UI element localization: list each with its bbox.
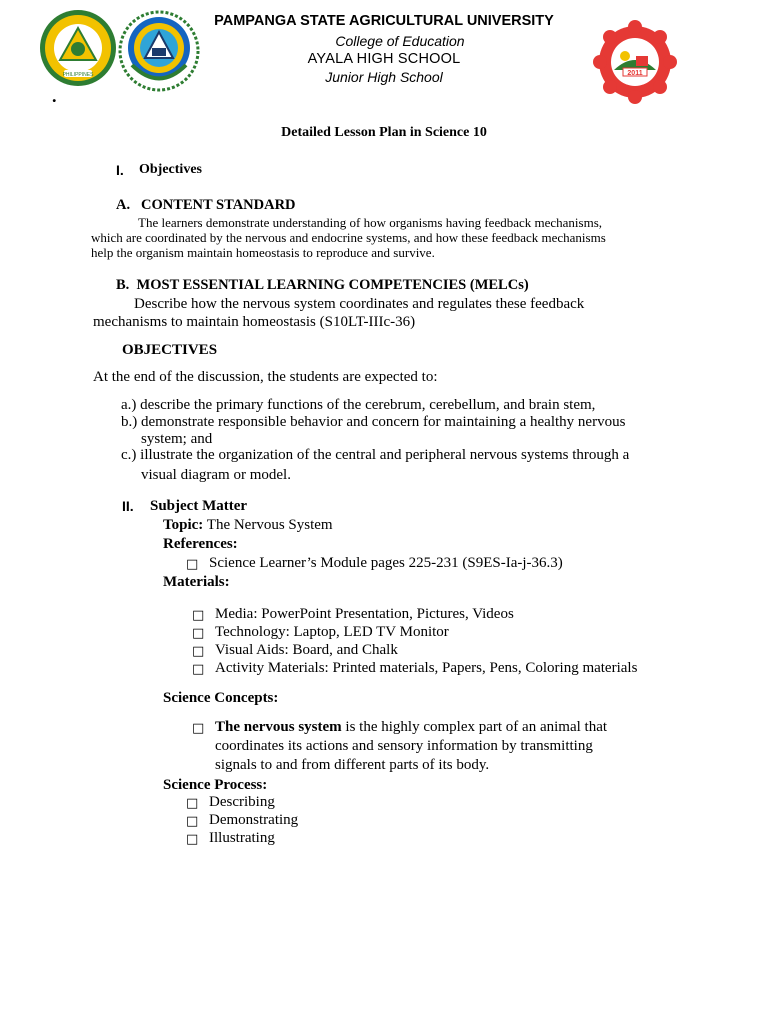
concept-bullet: □	[192, 721, 205, 736]
school-level: Junior High School	[325, 69, 443, 85]
content-standard-heading: A. CONTENT STANDARD	[116, 197, 296, 213]
objectives-heading: OBJECTIVES	[122, 342, 218, 358]
objective-item-b-cont: system; and	[141, 431, 213, 447]
objective-item-c-cont: visual diagram or model.	[141, 467, 291, 483]
topic-label: Topic:	[163, 517, 204, 533]
material-item-media: Media: PowerPoint Presentation, Pictures, Videos	[215, 606, 514, 622]
process-item-demonstrating: Demonstrating	[209, 812, 299, 828]
content-standard-line-2: which are coordinated by the nervous and endocrine systems, and how these feedback mechanisms	[91, 230, 606, 245]
content-standard-line-3: help the organism maintain homeostasis to reproduce and survive.	[91, 245, 435, 260]
concept-text: is the highly complex part of an animal that	[345, 719, 608, 735]
concept-line-1	[215, 719, 607, 736]
materials-label: Materials:	[163, 574, 230, 590]
content-standard-line-1: The learners demonstrate understanding of how organisms having feedback mechanisms,	[138, 215, 603, 230]
school-name: AYALA HIGH SCHOOL	[307, 51, 461, 67]
melcs-line-2: mechanisms to maintain homeostasis (S10LT-IIIc-36)	[93, 314, 416, 330]
process-item-illustrating: Illustrating	[209, 830, 275, 846]
concept-line-2: coordinates its actions and sensory information by transmitting	[215, 738, 593, 754]
concept-line-3: signals to and from different parts of its body.	[215, 757, 490, 773]
material-item-technology: Technology: Laptop, LED TV Monitor	[215, 624, 449, 640]
process-bullet: □	[186, 832, 199, 847]
material-bullet: □	[192, 626, 205, 641]
melcs-heading: B. MOST ESSENTIAL LEARNING COMPETENCIES (MELCs)	[116, 277, 529, 293]
subject-matter-heading: Subject Matter	[150, 498, 248, 514]
topic-value: The Nervous System	[206, 517, 333, 533]
concept-term: The nervous system	[215, 719, 342, 735]
svg-text:2011: 2011	[627, 70, 643, 77]
section-2-number: II.	[122, 498, 134, 514]
objective-item-c: c.) illustrate the organization of the central and peripheral nervous systems through a	[121, 447, 630, 463]
psau-logo	[38, 8, 118, 88]
lesson-plan-title: Detailed Lesson Plan in Science 10	[281, 125, 487, 140]
college-name: College of Education	[335, 33, 465, 49]
objective-item-a: a.) describe the primary functions of the cerebrum, cerebellum, and brain stem,	[121, 397, 596, 413]
material-bullet: □	[192, 644, 205, 659]
reference-bullet: □	[186, 557, 199, 572]
svg-text:PHILIPPINES: PHILIPPINES	[62, 72, 94, 78]
process-bullet: □	[186, 814, 199, 829]
ayala-high-school-logo	[592, 20, 678, 104]
material-item-visual-aids: Visual Aids: Board, and Chalk	[215, 642, 398, 658]
material-bullet: □	[192, 608, 205, 623]
science-process-label: Science Process:	[163, 777, 268, 793]
topic-line	[163, 517, 333, 534]
reference-item: Science Learner’s Module pages 225-231 (S9ES-Ia-j-36.3)	[209, 555, 563, 571]
university-name: PAMPANGA STATE AGRICULTURAL UNIVERSITY	[214, 13, 554, 29]
process-item-describing: Describing	[209, 794, 275, 810]
references-label: References:	[163, 536, 238, 552]
section-1-label: Objectives	[139, 162, 202, 177]
melcs-line-1: Describe how the nervous system coordinates and regulates these feedback	[134, 296, 585, 312]
objectives-intro: At the end of the discussion, the students are expected to:	[93, 369, 438, 385]
stray-mark: .	[52, 86, 57, 106]
section-1-number: I.	[116, 162, 124, 178]
objective-item-b: b.) demonstrate responsible behavior and concern for maintaining a healthy nervous	[121, 414, 626, 430]
science-concepts-label: Science Concepts:	[163, 690, 279, 706]
material-bullet: □	[192, 662, 205, 677]
material-item-activity: Activity Materials: Printed materials, Papers, Pens, Coloring materials	[215, 660, 638, 676]
process-bullet: □	[186, 796, 199, 811]
